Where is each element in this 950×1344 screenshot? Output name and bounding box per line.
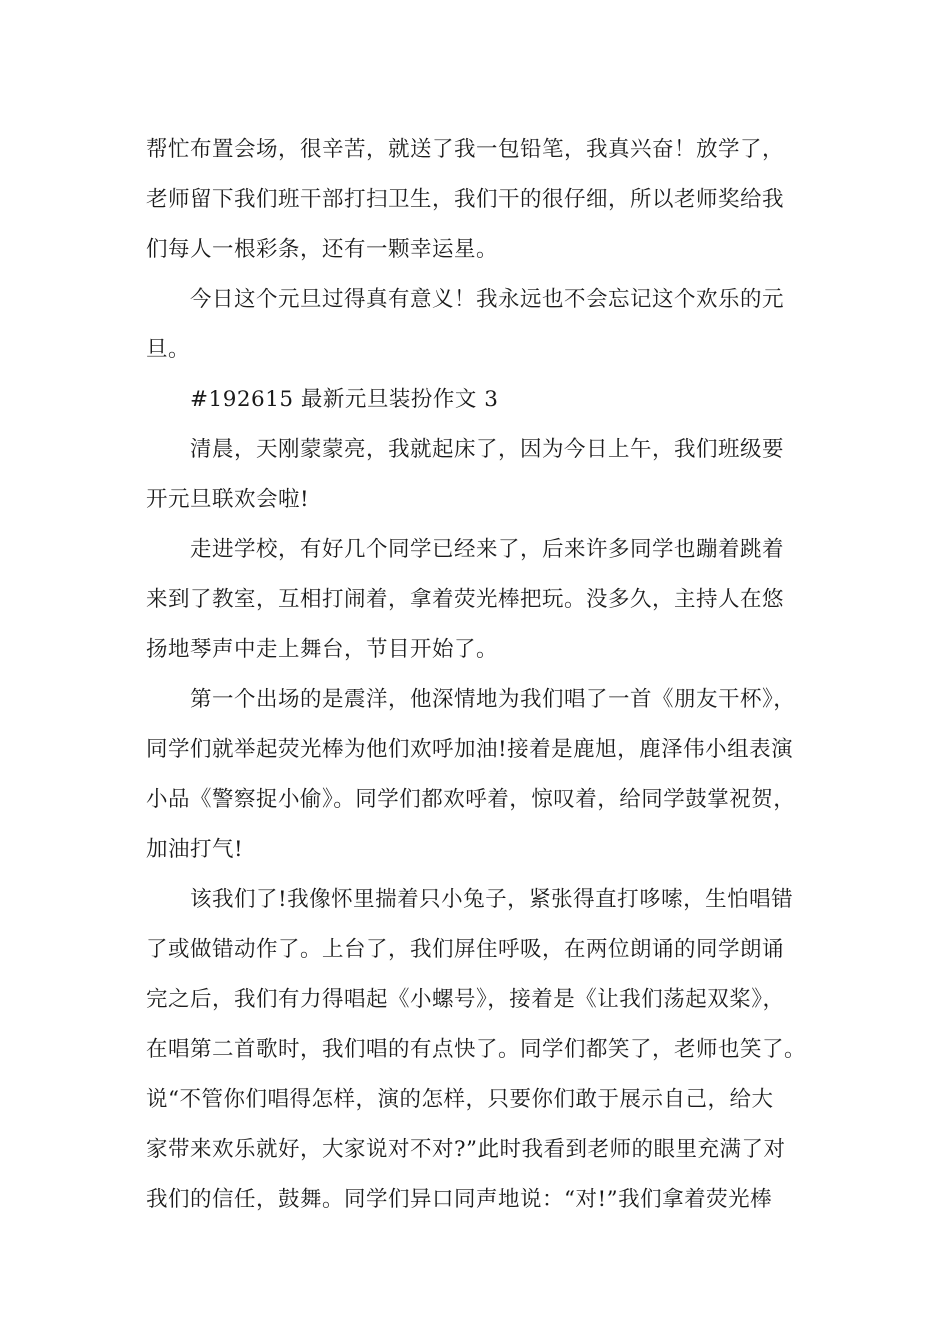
text-line: 同学们就举起荧光棒为他们欢呼加油!接着是鹿旭，鹿泽伟小组表演 bbox=[146, 737, 794, 762]
text-line: 完之后，我们有力得唱起《小螺号》，接着是《让我们荡起双桨》， bbox=[146, 987, 785, 1012]
text-line: 来到了教室，互相打闹着，拿着荧光棒把玩。没多久，主持人在悠 bbox=[146, 587, 785, 612]
text-line: 该我们了!我像怀里揣着只小兔子，紧张得直打哆嗦，生怕唱错 bbox=[190, 887, 794, 912]
text-line: 我们的信任，鼓舞。同学们异口同声地说：“对!”我们拿着荧光棒 bbox=[146, 1187, 773, 1212]
text-line: 说“不管你们唱得怎样，演的怎样，只要你们敢于展示自己，给大 bbox=[146, 1087, 774, 1112]
text-line: 第一个出场的是震洋，他深情地为我们唱了一首《朋友干杯》， bbox=[190, 687, 796, 712]
text-line: 旦。 bbox=[146, 337, 191, 362]
text-line: 了或做错动作了。上台了，我们屏住呼吸，在两位朗诵的同学朗诵 bbox=[146, 937, 785, 962]
text-line: 帮忙布置会场，很辛苦，就送了我一包铅笔，我真兴奋！放学了， bbox=[146, 137, 785, 162]
text-line: 今日这个元旦过得真有意义！我永远也不会忘记这个欢乐的元 bbox=[190, 287, 785, 312]
text-line: 扬地琴声中走上舞台，节目开始了。 bbox=[146, 637, 499, 662]
text-line: 们每人一根彩条，还有一颗幸运星。 bbox=[146, 237, 499, 262]
text-line: 加油打气! bbox=[146, 837, 244, 862]
text-line: 小品《警察捉小偷》。同学们都欢呼着，惊叹着，给同学鼓掌祝贺， bbox=[146, 787, 796, 812]
text-line: 家带来欢乐就好，大家说对不对?”此时我看到老师的眼里充满了对 bbox=[146, 1137, 786, 1162]
text-line: 清晨，天刚蒙蒙亮，我就起床了，因为今日上午，我们班级要 bbox=[190, 437, 785, 462]
text-line: 开元旦联欢会啦! bbox=[146, 487, 310, 512]
text-line: 在唱第二首歌时，我们唱的有点快了。同学们都笑了，老师也笑了。 bbox=[146, 1037, 807, 1062]
text-line: 老师留下我们班干部打扫卫生，我们干的很仔细，所以老师奖给我 bbox=[146, 187, 785, 212]
text-line: 走进学校，有好几个同学已经来了，后来许多同学也蹦着跳着 bbox=[190, 537, 785, 562]
section-heading: #192615 最新元旦装扮作文 3 bbox=[190, 387, 499, 412]
